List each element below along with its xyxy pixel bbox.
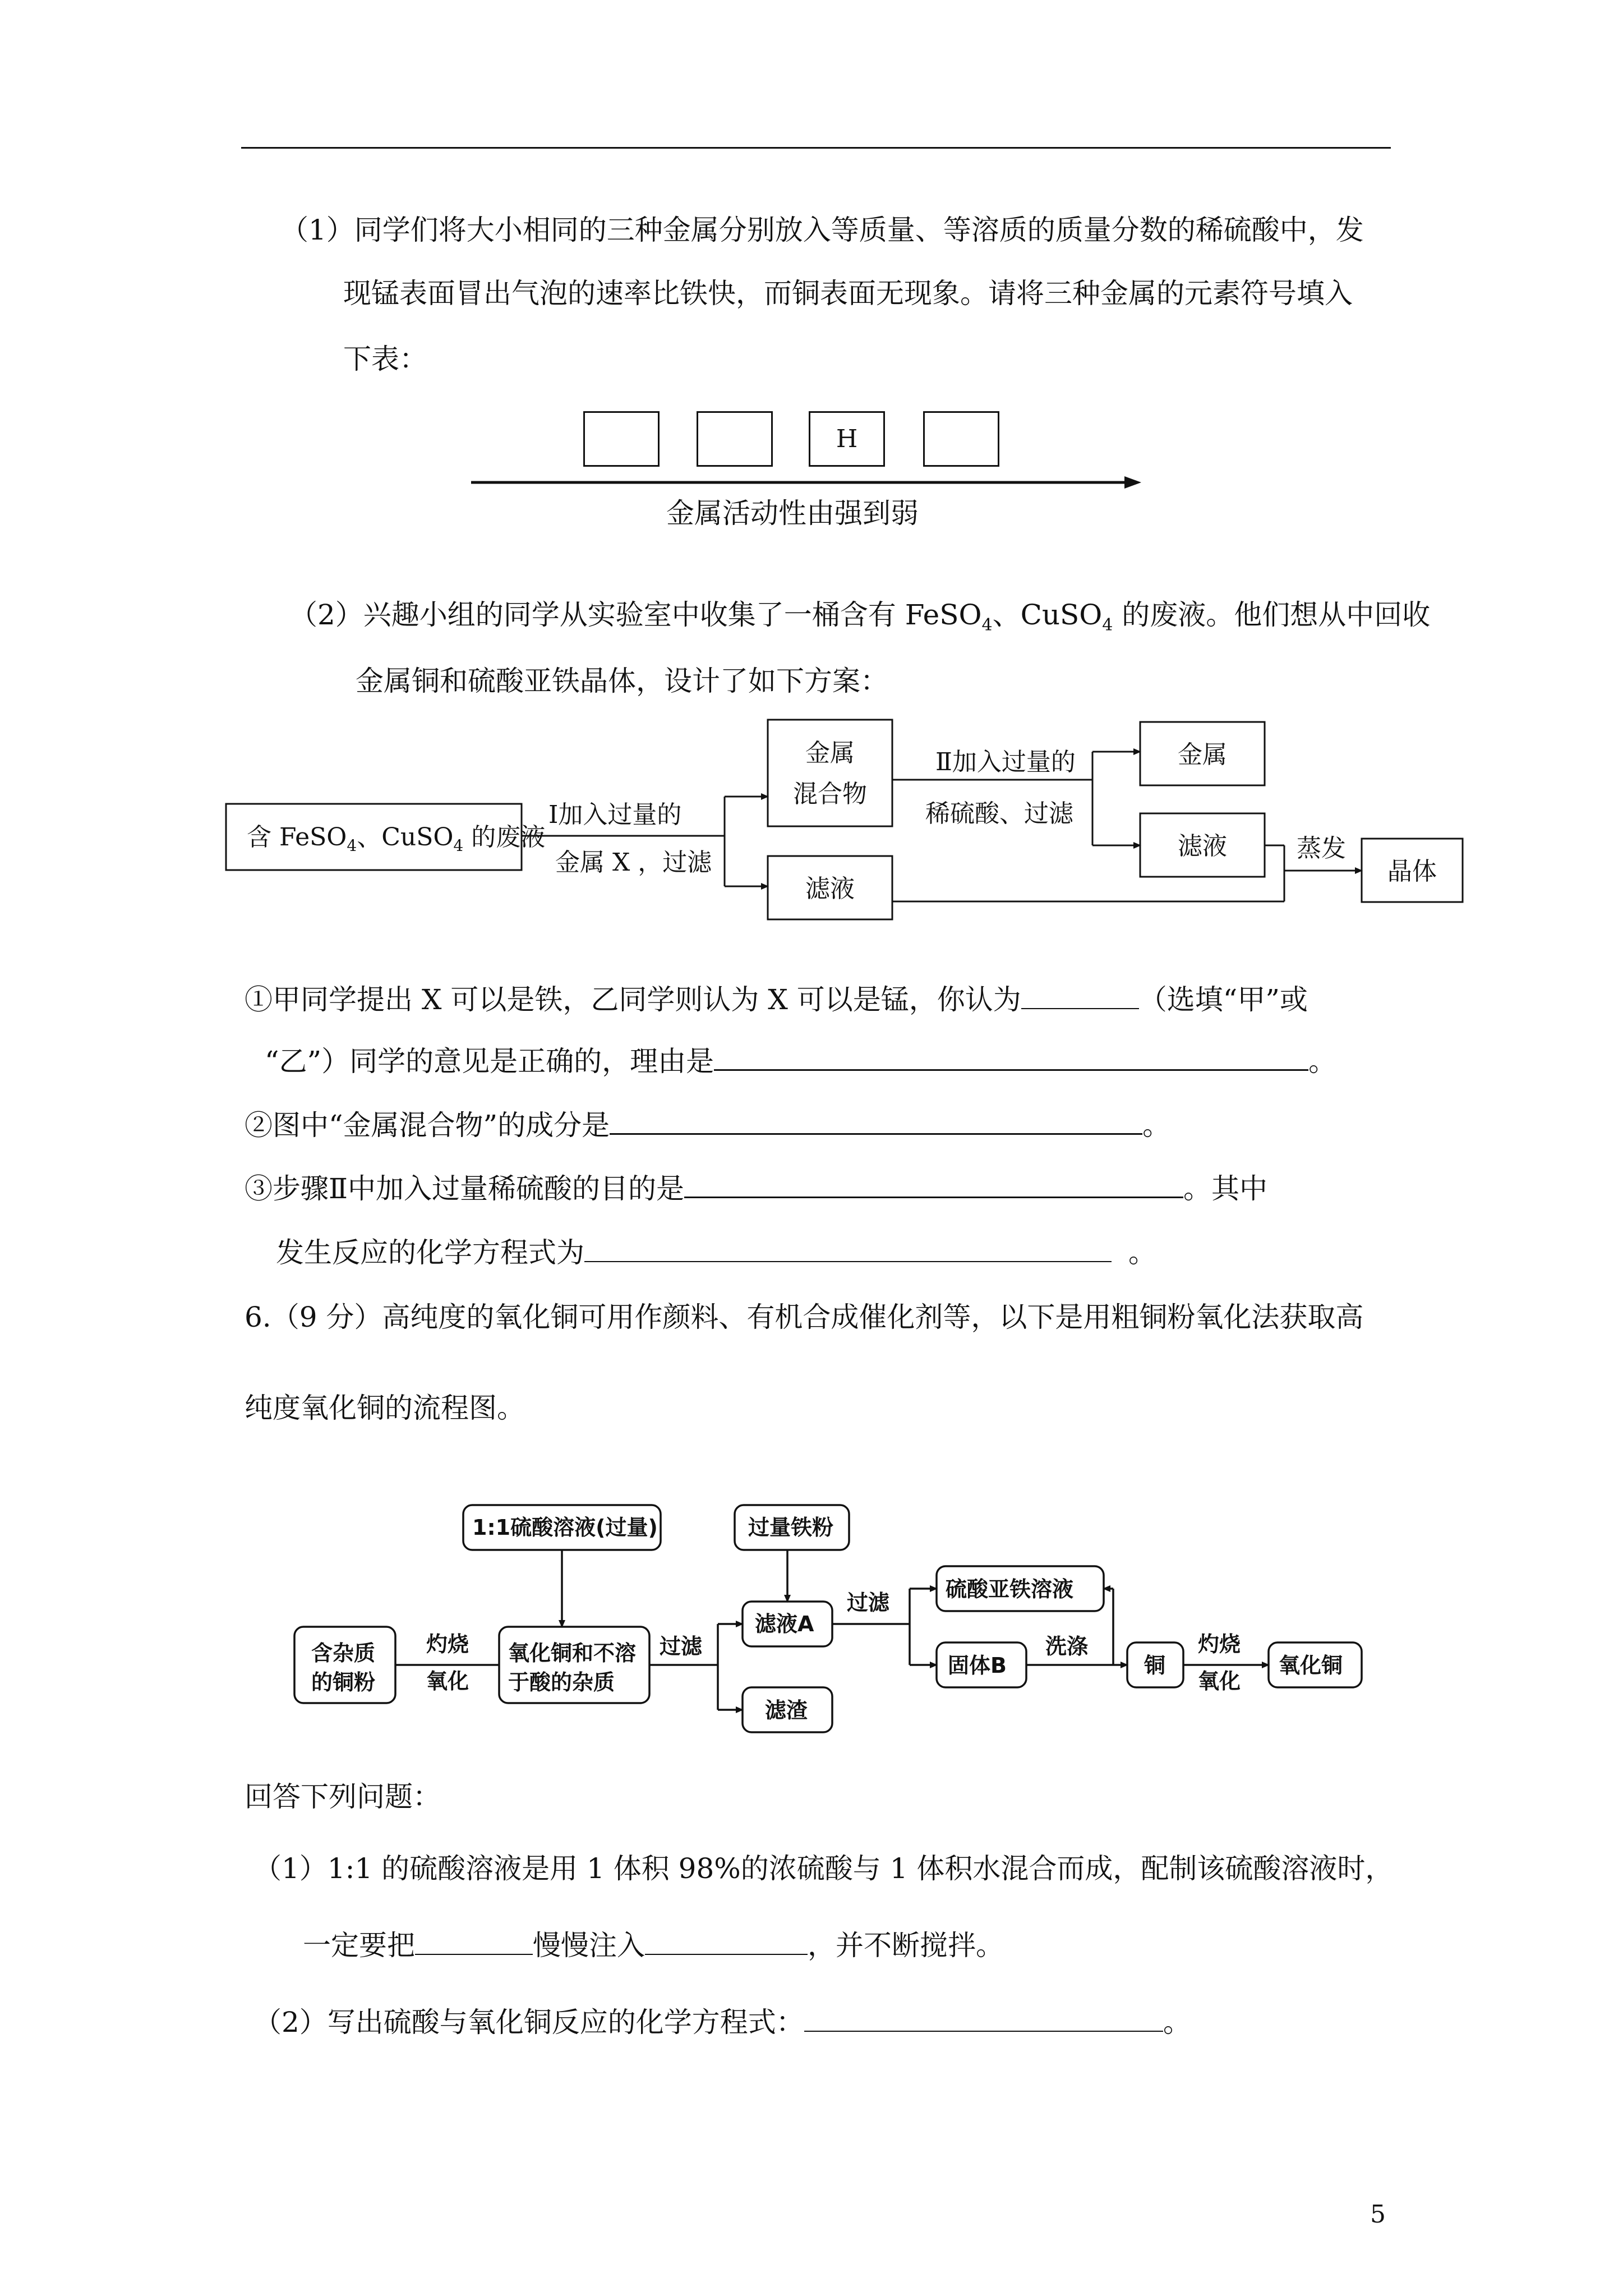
filter1-label: 过滤 <box>660 1634 703 1659</box>
filtrate-a-label: 滤液A <box>755 1612 814 1636</box>
p1-line2 <box>303 1929 1004 1962</box>
q5-1-line3: 下表： <box>343 343 427 375</box>
waste-liquid-label: 含 FeSO$_4$、CuSO$_4$ 的废液 <box>247 823 546 855</box>
answer-intro: 回答下列问题： <box>245 1780 441 1813</box>
subscript-4: 4 <box>981 615 993 635</box>
step1-line2: 金属 X ，过滤 <box>555 848 712 877</box>
page-number: 5 <box>1370 2200 1386 2229</box>
ferrous-solution-label: 硫酸亚铁溶液 <box>946 1577 1074 1602</box>
sub1-text-c: “乙”）同学的意见是正确的，理由是 <box>265 1045 714 1078</box>
sub1-text-a: ①甲同学提出 X 可以是铁，乙同学则认为 X 可以是锰，你认为 <box>245 983 1021 1016</box>
evaporate-label: 蒸发 <box>1297 834 1346 863</box>
p2-text: （2）写出硫酸与氧化铜反应的化学方程式： <box>253 2006 804 2039</box>
p2-line <box>253 2005 1191 2039</box>
step1-line1: Ⅰ加入过量的 <box>548 800 682 829</box>
oxide-line2: 于酸的杂质 <box>508 1670 615 1695</box>
acid-label: 1:1硫酸溶液(过量) <box>472 1515 658 1540</box>
metal-mixture-line2: 混合物 <box>793 780 867 808</box>
p1-text-c: 一定要把 <box>303 1929 415 1962</box>
sub1-text-b: （选填“甲”或 <box>1138 983 1308 1016</box>
p1-text-a: （1）1 <box>253 1852 345 1885</box>
filter2-label: 过滤 <box>847 1590 890 1615</box>
subscript-4: 4 <box>1102 615 1113 635</box>
sub3-end: 。 <box>1128 1236 1156 1269</box>
crystal-label: 晶体 <box>1387 857 1437 886</box>
metal-mixture-line1: 金属 <box>805 739 855 767</box>
p1-blank-2[interactable] <box>645 1929 808 1955</box>
burn2-line2: 氧化 <box>1198 1669 1241 1694</box>
p1-text-b: :1 的硫酸溶液是用 1 体积 98%的浓硫酸与 1 体积水混合而成，配制该硫酸溶液时， <box>345 1852 1394 1885</box>
step2-line2: 稀硫酸、过滤 <box>925 799 1073 828</box>
p1-line1 <box>253 1852 1393 1885</box>
metal-label: 金属 <box>1178 740 1227 769</box>
residue-label: 滤渣 <box>765 1698 808 1723</box>
sub3-text-a: ③步骤Ⅱ中加入过量稀硫酸的目的是 <box>245 1172 684 1205</box>
sub2-end: 。 <box>1142 1109 1171 1142</box>
sub3-text-b: 。其中 <box>1183 1172 1267 1205</box>
filtrate-2-label: 滤液 <box>1178 832 1227 861</box>
wash-label: 洗涤 <box>1045 1634 1089 1659</box>
q5-1-line2: 现锰表面冒出气泡的速率比铁快，而铜表面无现象。请将三种金属的元素符号填入 <box>343 277 1353 310</box>
sub1-end: 。 <box>1308 1045 1337 1078</box>
q6-line2: 纯度氧化铜的流程图。 <box>245 1392 525 1424</box>
hydrogen-box: H <box>809 411 885 467</box>
burn1-line1: 灼烧 <box>426 1632 469 1657</box>
q5-2-text-a: （2）兴趣小组的同学从实验室中收集了一桶含有 FeSO <box>289 599 982 631</box>
oxide-line1: 氧化铜和不溶 <box>508 1641 637 1665</box>
q5-2-line2: 金属铜和硫酸亚铁晶体，设计了如下方案： <box>356 665 888 697</box>
q5-1-line1: （1）同学们将大小相同的三种金属分别放入等质量、等溶质的质量分数的稀硫酸中，发 <box>280 214 1364 246</box>
sub3-text-c: 发生反应的化学方程式为 <box>276 1236 584 1269</box>
raw-copper-line1: 含杂质 <box>311 1641 376 1665</box>
q5-2-text-b: 、CuSO <box>992 599 1103 631</box>
p1-text-d: 慢慢注入 <box>533 1929 645 1962</box>
activity-arrow-label: 金属活动性由强到弱 <box>666 497 919 530</box>
solid-b-label: 固体B <box>948 1653 1007 1678</box>
raw-copper-line2: 的铜粉 <box>311 1670 376 1695</box>
step2-line1: Ⅱ加入过量的 <box>935 748 1076 776</box>
sub2-text: ②图中“金属混合物”的成分是 <box>245 1109 610 1142</box>
filtrate-1-label: 滤液 <box>805 875 855 903</box>
burn2-line1: 灼烧 <box>1198 1632 1241 1657</box>
q6-line1: 6.（9 分）高纯度的氧化铜可用作颜料、有机合成催化剂等，以下是用粗铜粉氧化法获取高 <box>245 1301 1364 1333</box>
p2-blank[interactable] <box>804 2006 1163 2032</box>
copper-label: 铜 <box>1144 1653 1166 1678</box>
iron-powder-label: 过量铁粉 <box>748 1515 834 1540</box>
cuo-label: 氧化铜 <box>1279 1653 1343 1678</box>
p2-end: 。 <box>1163 2006 1191 2039</box>
p1-blank-1[interactable] <box>415 1929 533 1955</box>
q5-2-text-c: 的废液。他们想从中回收 <box>1113 599 1431 631</box>
p1-text-e: ，并不断搅拌。 <box>808 1929 1004 1962</box>
burn1-line2: 氧化 <box>426 1669 469 1694</box>
